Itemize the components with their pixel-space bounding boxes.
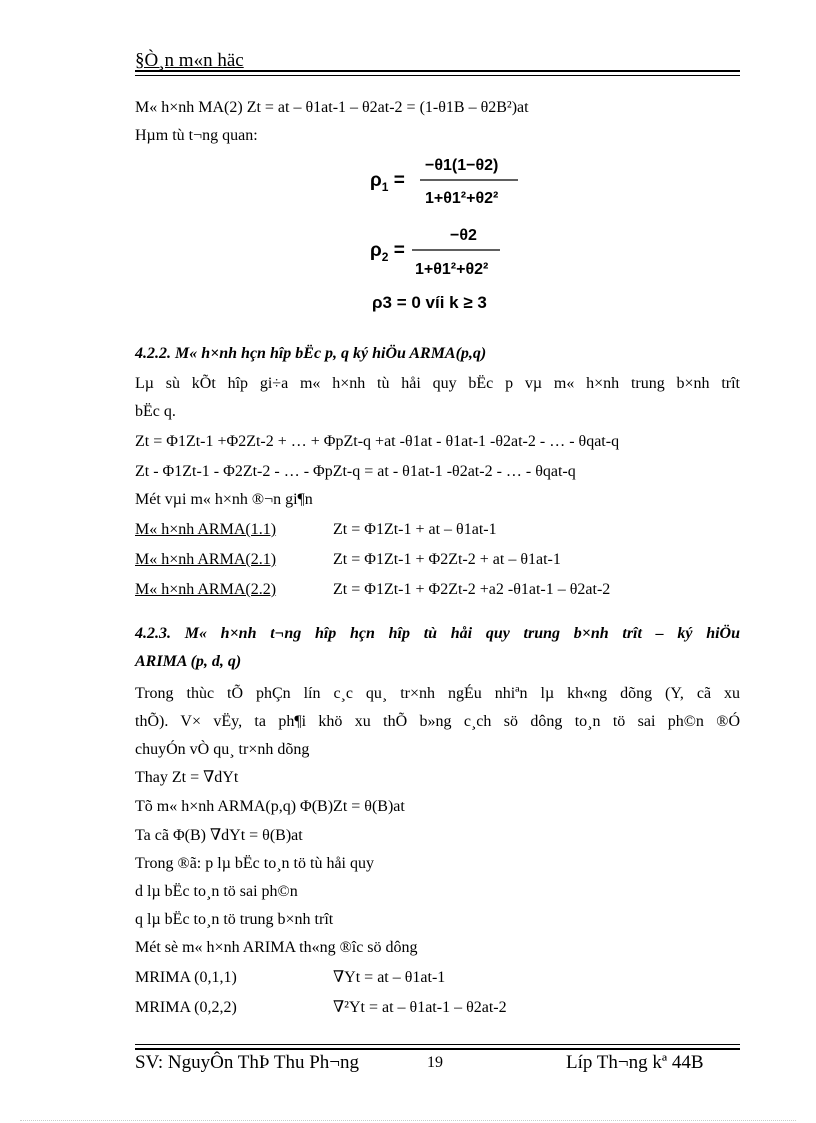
footer-rule-thin [135, 1044, 740, 1045]
rho2-denominator: 1+θ1²+θ2² [415, 261, 489, 278]
param-q-line: q lµ bËc to¸n tö trung b×nh trît [135, 911, 334, 928]
model-mrima011-eq: ∇Yt = at – θ1at-1 [333, 969, 446, 986]
sec422-para-line1: Lµ sù kÕt hîp gi÷a m« h×nh tù håi quy bËc p vµ m« h×nh trung b×nh trît [135, 375, 740, 392]
rho2-numerator: −θ2 [450, 227, 477, 244]
arima-operator-line: Ta cã Φ(B) ∇dYt = θ(B)at [135, 827, 303, 844]
arma-operator-line: Tõ m« h×nh ARMA(p,q) Φ(B)Zt = θ(B)at [135, 798, 405, 815]
param-p-line: Trong ®ã: p lµ bËc to¸n tö tù håi quy [135, 855, 374, 872]
simple-models-intro: Mét vµi m« h×nh ®¬n gi¶n [135, 491, 313, 508]
footer-student: SV: NguyÔn ThÞ Thu Ph¬ng [135, 1052, 359, 1073]
header-rule-thin [135, 75, 740, 76]
rho1-numerator: −θ1(1−θ2) [425, 157, 499, 174]
model-mrima011-name: MRIMA (0,1,1) [135, 969, 237, 986]
model-arma21-eq: Zt = Φ1Zt-1 + Φ2Zt-2 + at – θ1at-1 [333, 551, 561, 568]
rho-formulas [350, 148, 580, 323]
substitution-line: Thay Zt = ∇dYt [135, 769, 239, 786]
sec423-para-line1: Trong thùc tÕ phÇn lín c¸c qu¸ tr×nh ngÉu nhiªn lµ kh«ng dõng (Y, cã xu [135, 685, 740, 702]
param-d-line: d lµ bËc to¸n tö sai ph©n [135, 883, 298, 900]
rho3-formula: ρ3 = 0 víi k ≥ 3 [372, 293, 487, 312]
footer-rule-thick [135, 1048, 740, 1050]
page-bottom-dotted-border [20, 1120, 796, 1121]
section-4-2-3-title-line1: 4.2.3. M« h×nh t¬ng hîp hçn hîp tù håi quy trung b×nh trît – ký hiÖu [135, 625, 740, 642]
arma-equation-2: Zt - Φ1Zt-1 - Φ2Zt-2 - … - ΦpZt-q = at - θ1at-1 -θ2at-2 - … - θqat-q [135, 463, 576, 480]
acf-label: Hµm tù t¬ng quan: [135, 127, 258, 144]
rho1-denominator: 1+θ1²+θ2² [425, 190, 499, 207]
header-title: §Ò¸n m«n häc [135, 50, 244, 71]
model-mrima022-name: MRIMA (0,2,2) [135, 999, 237, 1016]
model-mrima022-eq: ∇²Yt = at – θ1at-1 – θ2at-2 [333, 999, 507, 1016]
model-arma21-name: M« h×nh ARMA(2.1) [135, 551, 277, 568]
model-arma22-name: M« h×nh ARMA(2.2) [135, 581, 277, 598]
common-models-intro: Mét sè m« h×nh ARIMA th«ng ®îc sö dông [135, 939, 418, 956]
sec423-para-line2: thÕ). V× vËy, ta ph¶i khö xu thÕ b»ng c¸ch sö dông to¸n tö sai ph©n ®Ó [135, 713, 740, 730]
sec423-para-line3: chuyÓn vÒ qu¸ tr×nh dõng [135, 741, 310, 758]
rho2-symbol: $\rho_2$ = [370, 240, 405, 264]
model-arma11-eq: Zt = Φ1Zt-1 + at – θ1at-1 [333, 521, 497, 538]
model-arma22-eq: Zt = Φ1Zt-1 + Φ2Zt-2 +a2 -θ1at-1 – θ2at-2 [333, 581, 611, 598]
header-rule-thick [135, 70, 740, 72]
sec422-para-line2: bËc q. [135, 403, 176, 420]
ma2-definition: M« h×nh MA(2) Zt = at – θ1at-1 – θ2at-2 = (1-θ1B – θ2B²)at [135, 99, 529, 116]
footer-class: Líp Th¬ng kª 44B [566, 1052, 704, 1073]
section-4-2-2-title: 4.2.2. M« h×nh hçn hîp bËc p, q ký hiÖu ARMA(p,q) [135, 345, 487, 362]
arma-equation-1: Zt = Φ1Zt-1 +Φ2Zt-2 + … + ΦpZt-q +at -θ1at - θ1at-1 -θ2at-2 - … - θqat-q [135, 433, 620, 450]
model-arma11-name: M« h×nh ARMA(1.1) [135, 521, 277, 538]
footer-page-number: 19 [427, 1054, 443, 1071]
rho1-symbol: $\rho_1$ = [370, 170, 405, 194]
section-4-2-3-title-line2: ARIMA (p, d, q) [135, 653, 242, 670]
